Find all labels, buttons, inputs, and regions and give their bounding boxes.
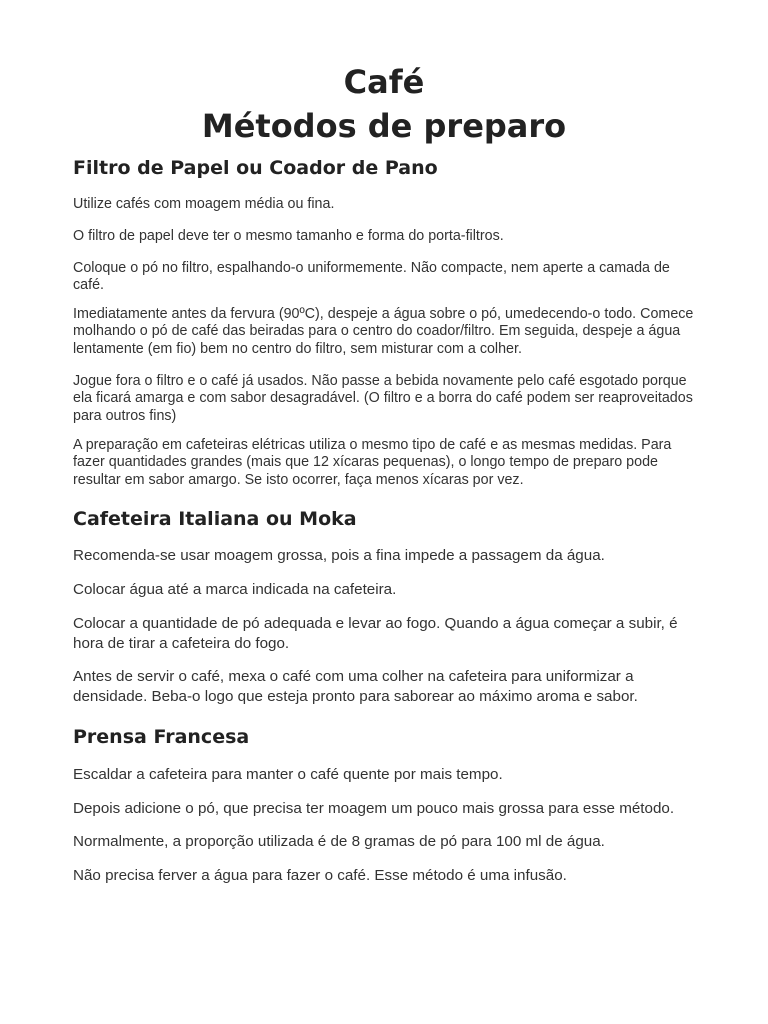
section-heading: Prensa Francesa bbox=[73, 726, 250, 748]
paragraph: O filtro de papel deve ter o mesmo tamanho e forma do porta-filtros. bbox=[73, 228, 504, 244]
title-line-1: Café bbox=[343, 63, 425, 101]
paragraph: Depois adicione o pó, que precisa ter moagem um pouco mais grossa para esse método. bbox=[73, 800, 675, 817]
paragraph: Colocar água até a marca indicada na cafeteira. bbox=[73, 581, 397, 598]
section-heading-filtro bbox=[73, 156, 698, 180]
paragraph: Colocar a quantidade de pó adequada e levar ao fogo. Quando a água começar a subir, é hora de tirar a cafeteira do fogo. bbox=[73, 615, 678, 652]
paragraph: Imediatamente antes da fervura (90ºC), despeje a água sobre o pó, umedecendo-o todo. Comece molhando o pó de café das beiradas para o centro do coador/filtro. Em seguida, despeje a água lentamente (em fio) bem no centro do filtro, sem misturar com a colher. bbox=[73, 306, 694, 357]
paragraph: Normalmente, a proporção utilizada é de 8 gramas de pó para 100 ml de água. bbox=[73, 833, 605, 850]
paragraph: Utilize cafés com moagem média ou fina. bbox=[73, 196, 335, 212]
paragraph: Jogue fora o filtro e o café já usados. Não passe a bebida novamente pelo café esgotado porque ela ficará amarga e com sabor desagradável. (O filtro e a borra do café podem ser reaproveitados para outros fins) bbox=[73, 373, 693, 424]
paragraph: Coloque o pó no filtro, espalhando-o uniformemente. Não compacte, nem aperte a camada de café. bbox=[73, 260, 670, 294]
paragraph: Antes de servir o café, mexa o café com uma colher na cafeteira para uniformizar a densidade. Beba-o logo que esteja pronto para saborear ao máximo aroma e sabor. bbox=[73, 668, 638, 705]
section-heading-prensa bbox=[73, 725, 698, 749]
section-heading-moka bbox=[73, 507, 698, 531]
paragraph: A preparação em cafeteiras elétricas utiliza o mesmo tipo de café e as mesmas medidas. Para fazer quantidades grandes (mais que 12 xícaras pequenas), o longo tempo de preparo pode resultar em sabor amargo. Se isto ocorrer, faça menos xícaras por vez. bbox=[73, 437, 672, 488]
paragraph: Escaldar a cafeteira para manter o café quente por mais tempo. bbox=[73, 766, 503, 783]
page-title bbox=[0, 60, 768, 148]
paragraph: Não precisa ferver a água para fazer o café. Esse método é uma infusão. bbox=[73, 867, 567, 884]
section-heading: Cafeteira Italiana ou Moka bbox=[73, 508, 357, 530]
title-line-2: Métodos de preparo bbox=[201, 107, 567, 145]
section-heading: Filtro de Papel ou Coador de Pano bbox=[73, 157, 438, 179]
paragraph: Recomenda-se usar moagem grossa, pois a fina impede a passagem da água. bbox=[73, 547, 605, 564]
